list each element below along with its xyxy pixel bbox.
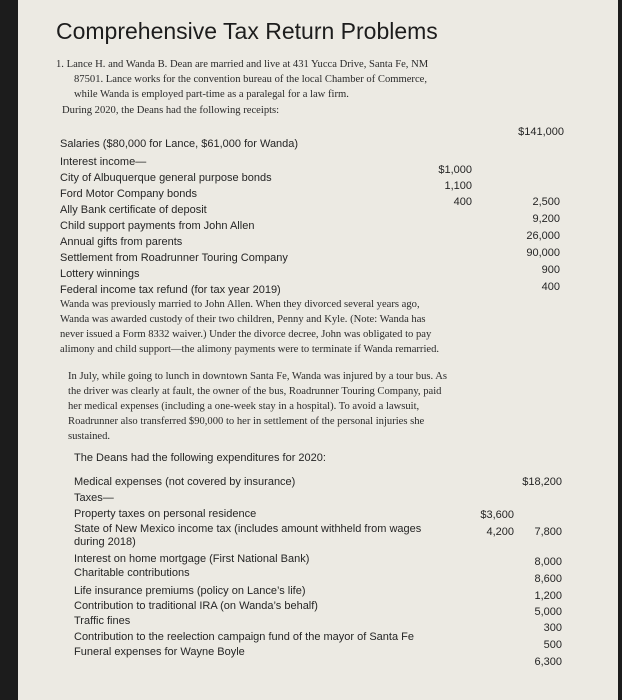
expense-property-tax-amount: $3,600	[480, 509, 514, 521]
receipt-item-label: Annual gifts from parents	[60, 236, 183, 248]
expense-item-label: Contribution to the reelection campaign fund of the mayor of Santa Fe	[74, 631, 414, 643]
receipt-salaries-amount: $141,000	[518, 126, 564, 138]
document-page	[18, 0, 618, 700]
receipt-item-label: Federal income tax refund (for tax year 2019)	[60, 284, 281, 296]
expense-item-label: Interest on home mortgage (First National Bank)	[74, 553, 310, 565]
interest-item-label: City of Albuquerque general purpose bonds	[60, 172, 272, 184]
divorce-line: never issued a Form 8332 waiver.) Under the divorce decree, John was obligated to pay	[60, 329, 432, 340]
accident-line: her medical expenses (including a one-week stay in a hospital). To avoid a lawsuit,	[68, 401, 420, 412]
divorce-line: Wanda was previously married to John Allen. When they divorced several years ago,	[60, 299, 420, 310]
receipt-item-amount: 900	[541, 264, 560, 276]
expense-item-label: Charitable contributions	[74, 567, 190, 579]
page-title: Comprehensive Tax Return Problems	[56, 18, 438, 44]
expenditures-heading: The Deans had the following expenditures for 2020:	[74, 452, 326, 464]
interest-item-label: Ford Motor Company bonds	[60, 188, 197, 200]
taxes-heading: Taxes—	[74, 492, 114, 504]
expense-item-amount: 1,200	[534, 590, 562, 602]
intro-line: During 2020, the Deans had the following receipts:	[62, 105, 280, 116]
intro-line: 87501. Lance works for the convention bureau of the local Chamber of Commerce,	[74, 74, 428, 85]
receipt-item-label: Settlement from Roadrunner Touring Company	[60, 252, 288, 264]
accident-line: the driver was clearly at fault, the owner of the bus, Roadrunner Touring Company, paid	[68, 386, 442, 397]
expense-state-tax-amount: 4,200	[486, 526, 514, 538]
interest-item-label: Ally Bank certificate of deposit	[60, 204, 207, 216]
expense-taxes-total: 7,800	[534, 526, 562, 538]
interest-item-amount: $1,000	[438, 164, 472, 176]
divorce-line: alimony and child support—the alimony payments were to terminate if Wanda remarried.	[60, 344, 440, 355]
receipt-item-amount: 400	[541, 281, 560, 293]
interest-item-amount: 400	[453, 196, 472, 208]
expense-item-amount: 8,600	[534, 573, 562, 585]
accident-line: In July, while going to lunch in downtown Santa Fe, Wanda was injured by a tour bus. As	[68, 371, 448, 382]
divorce-line: Wanda was awarded custody of their two children, Penny and Kyle. (Note: Wanda has	[60, 314, 426, 325]
expense-item-label: Traffic fines	[74, 615, 131, 627]
expense-property-tax-label: Property taxes on personal residence	[74, 508, 257, 520]
receipt-item-amount: 90,000	[526, 247, 560, 259]
expense-item-amount: 300	[543, 622, 562, 634]
expense-medical-amount: $18,200	[522, 476, 562, 488]
expense-state-tax-label-cont: during 2018)	[74, 536, 136, 548]
receipt-item-label: Lottery winnings	[60, 268, 140, 280]
intro-line: 1. Lance H. and Wanda B. Dean are married and live at 431 Yucca Drive, Santa Fe, NM	[56, 59, 429, 70]
receipt-item-amount: 9,200	[532, 213, 560, 225]
expense-item-amount: 8,000	[534, 556, 562, 568]
expense-item-amount: 500	[543, 639, 562, 651]
receipt-item-amount: 26,000	[526, 230, 560, 242]
expense-state-tax-label: State of New Mexico income tax (includes amount withheld from wages	[74, 523, 422, 535]
receipt-item-label: Child support payments from John Allen	[60, 220, 255, 232]
interest-heading: Interest income—	[60, 156, 147, 168]
accident-line: sustained.	[68, 431, 111, 442]
accident-line: Roadrunner also transferred $90,000 to her in settlement of the personal injuries she	[68, 416, 425, 427]
expense-item-label: Contribution to traditional IRA (on Wanda’s behalf)	[74, 600, 318, 612]
interest-item-amount: 1,100	[444, 180, 472, 192]
expense-item-label: Life insurance premiums (policy on Lance’s life)	[74, 585, 306, 597]
intro-line: while Wanda is employed part-time as a paralegal for a law firm.	[74, 89, 349, 100]
interest-total: 2,500	[532, 196, 560, 208]
expense-medical-label: Medical expenses (not covered by insurance)	[74, 476, 296, 488]
receipt-salaries-label: Salaries ($80,000 for Lance, $61,000 for Wanda)	[60, 138, 299, 150]
expense-item-amount: 5,000	[534, 606, 562, 618]
expense-item-amount: 6,300	[534, 656, 562, 668]
expense-item-label: Funeral expenses for Wayne Boyle	[74, 646, 245, 658]
